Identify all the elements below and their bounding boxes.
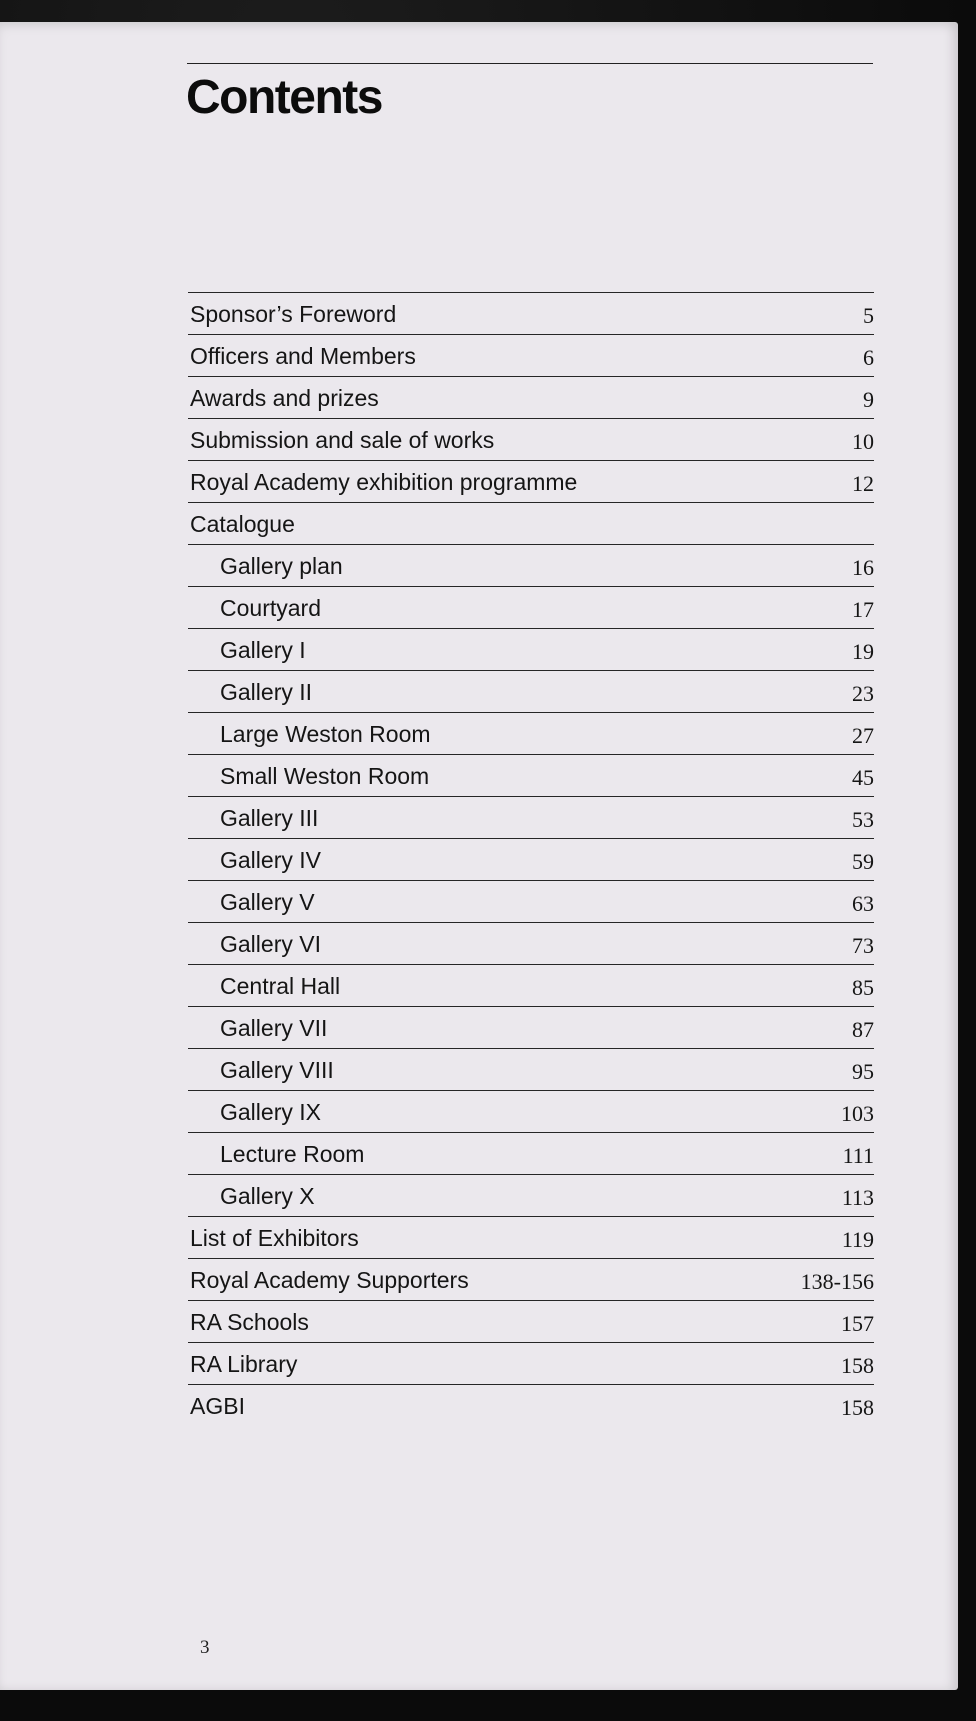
toc-entry — [188, 1342, 874, 1384]
toc-entry — [188, 418, 874, 460]
toc-entry-page: 103 — [841, 1101, 874, 1126]
toc-entry — [188, 964, 874, 1006]
toc-entry-label: Gallery IV — [220, 847, 321, 873]
toc-entry — [188, 628, 874, 670]
toc-entry — [188, 1300, 874, 1342]
toc-entry-label: Gallery III — [220, 805, 319, 831]
toc-entry-page: 158 — [841, 1353, 874, 1378]
toc-entry — [188, 460, 874, 502]
table-of-contents — [188, 292, 874, 1426]
toc-entry-label: Lecture Room — [220, 1141, 365, 1167]
toc-entry — [188, 502, 874, 544]
toc-entry — [188, 880, 874, 922]
toc-entry-label: Royal Academy exhibition programme — [190, 469, 578, 495]
toc-entry-page: 45 — [852, 765, 874, 790]
toc-entry-page: 119 — [841, 1227, 874, 1252]
toc-entry-label: Large Weston Room — [220, 721, 431, 747]
toc-entry-label: Courtyard — [220, 595, 321, 621]
toc-entry-label: Gallery VI — [220, 931, 321, 957]
page-number: 3 — [200, 1637, 210, 1658]
toc-entry-label: Submission and sale of works — [190, 427, 495, 453]
toc-entry-page: 95 — [852, 1059, 874, 1084]
toc-entry-page: 12 — [852, 471, 874, 496]
toc-entry-label: Small Weston Room — [220, 763, 430, 789]
toc-entry — [188, 1216, 874, 1258]
toc-entry-page: 63 — [852, 891, 874, 916]
toc-entry-label: Gallery II — [220, 679, 313, 705]
toc-entry-label: Royal Academy Supporters — [190, 1267, 469, 1293]
toc-entry — [188, 670, 874, 712]
toc-entry — [188, 796, 874, 838]
toc-entry-page: 53 — [852, 807, 874, 832]
toc-entry-label: List of Exhibitors — [190, 1225, 359, 1251]
toc-entry — [188, 1258, 874, 1300]
toc-entry-page: 73 — [852, 933, 874, 958]
toc-entry — [188, 1090, 874, 1132]
toc-entry-label: AGBI — [190, 1393, 245, 1419]
toc-entry-page: 157 — [841, 1311, 874, 1336]
toc-entry-label: Catalogue — [190, 511, 295, 537]
toc-entry-page: 113 — [841, 1185, 874, 1210]
toc-entry — [188, 544, 874, 586]
toc-entry-page: 19 — [852, 639, 874, 664]
toc-entry-page: 6 — [863, 345, 874, 370]
page-title: Contents — [186, 71, 382, 124]
toc-entry-label: Officers and Members — [190, 343, 416, 369]
toc-entry-page: 10 — [852, 429, 874, 454]
toc-entry-page: 85 — [852, 975, 874, 1000]
toc-entry-page: 59 — [852, 849, 874, 874]
toc-entry-page: 9 — [863, 387, 874, 412]
toc-entry-label: Gallery I — [220, 637, 306, 663]
toc-entry-label: RA Schools — [190, 1309, 309, 1335]
toc-entry — [188, 754, 874, 796]
toc-entry-label: RA Library — [190, 1351, 298, 1377]
toc-entry — [188, 922, 874, 964]
toc-entry-page: 27 — [852, 723, 874, 748]
toc-entry-label: Gallery VII — [220, 1015, 328, 1041]
toc-entry-page: 138-156 — [800, 1269, 874, 1294]
contents-page — [0, 22, 958, 1690]
toc-entry — [188, 1048, 874, 1090]
toc-entry — [188, 1174, 874, 1216]
toc-entry-page: 5 — [863, 303, 874, 328]
top-rule — [187, 63, 873, 64]
toc-entry-label: Gallery X — [220, 1183, 315, 1209]
toc-entry — [188, 586, 874, 628]
toc-entry-label: Gallery IX — [220, 1099, 321, 1125]
toc-entry-page: 158 — [841, 1395, 874, 1420]
toc-entry-page: 111 — [842, 1143, 874, 1168]
toc-entry-label: Sponsor’s Foreword — [190, 301, 397, 327]
toc-entry — [188, 334, 874, 376]
toc-entry-label: Awards and prizes — [190, 385, 379, 411]
toc-entry-page: 17 — [852, 597, 874, 622]
toc-entry-page: 23 — [852, 681, 874, 706]
toc-entry — [188, 838, 874, 880]
toc-entry — [188, 1132, 874, 1174]
toc-entry-label: Gallery V — [220, 889, 315, 915]
toc-entry — [188, 712, 874, 754]
toc-entry — [188, 1384, 874, 1426]
toc-entry — [188, 376, 874, 418]
toc-entry-label: Gallery VIII — [220, 1057, 334, 1083]
toc-entry-page: 87 — [852, 1017, 874, 1042]
toc-entry-label: Central Hall — [220, 973, 341, 999]
toc-entry-label: Gallery plan — [220, 553, 343, 579]
toc-entry — [188, 292, 874, 334]
toc-entry-page: 16 — [852, 555, 874, 580]
toc-entry — [188, 1006, 874, 1048]
